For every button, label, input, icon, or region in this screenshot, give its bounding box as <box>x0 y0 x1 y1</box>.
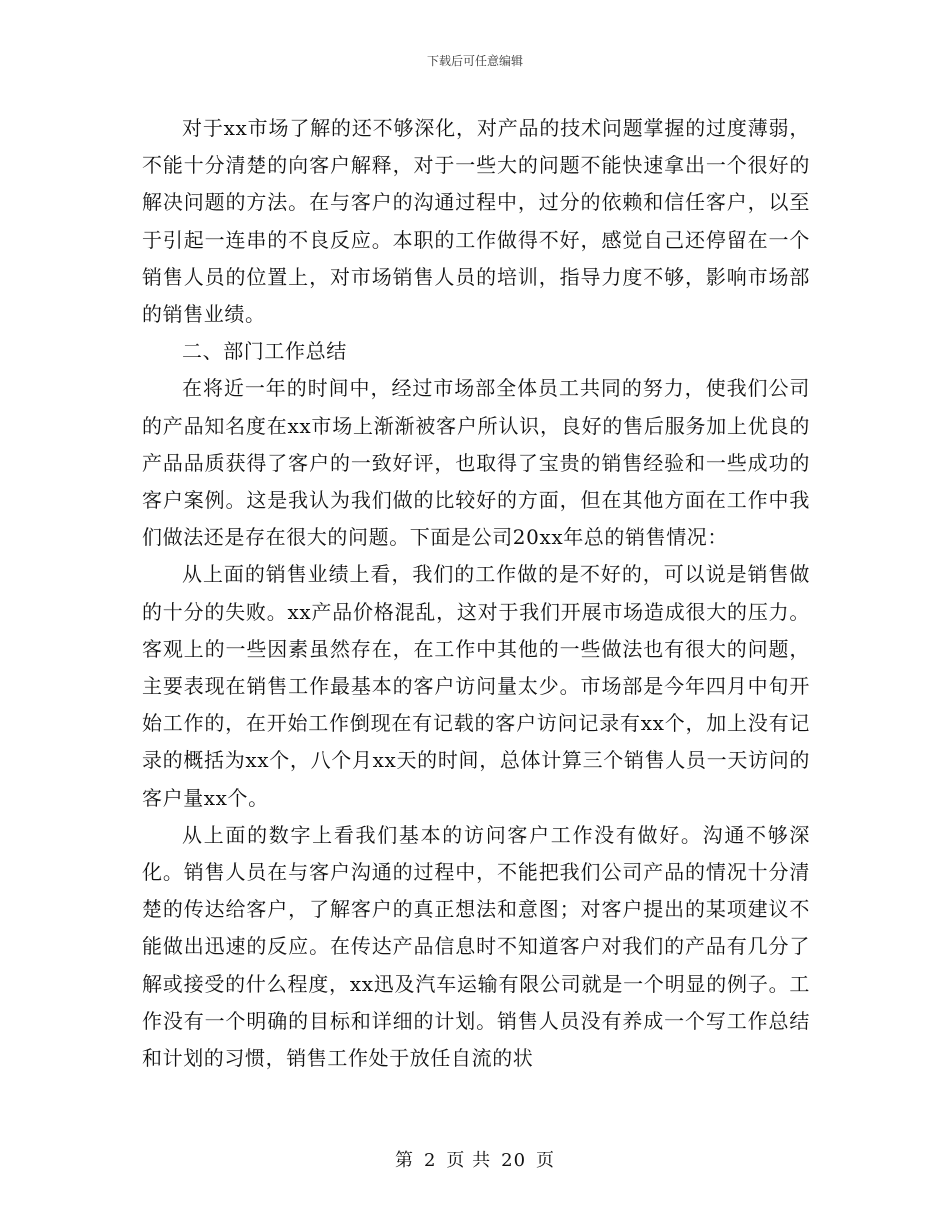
footer-middle: 页 共 <box>446 1150 492 1171</box>
footer-prefix: 第 <box>394 1150 414 1171</box>
section-heading: 二、部门工作总结 <box>182 339 347 364</box>
total-pages: 20 <box>501 1150 527 1171</box>
page-number: 2 <box>423 1150 437 1171</box>
page-header: 下载后可任意编辑 <box>426 54 523 68</box>
footer-suffix: 页 <box>536 1150 556 1171</box>
page-footer <box>0 1146 950 1172</box>
document-body <box>142 110 810 1077</box>
paragraph-3: 从上面的销售业绩上看，我们的工作做的是不好的，可以说是销售做的十分的失败。xx产品价格混乱，这对于我们开展市场造成很大的压力。客观上的一些因素虽然存在，在工作中其他的一些做法也有很大的问题，主要表现在销售工作最基本的客户访问量太少。市场部是今年四月中旬开始工作的，在开始工作倒现在有记载的客户访问记录有xx个，加上没有记录的概括为xx个，八个月xx天的时间，总体计算三个销售人员一天访问的客户量xx个。 <box>142 562 810 810</box>
paragraph-2: 在将近一年的时间中，经过市场部全体员工共同的努力，使我们公司的产品知名度在xx市场上渐渐被客户所认识，良好的售后服务加上优良的产品品质获得了客户的一致好评，也取得了宝贵的销售经验和一些成功的客户案例。这是我认为我们做的比较好的方面，但在其他方面在工作中我们做法还是存在很大的问题。下面是公司20xx年总的销售情况： <box>142 376 810 550</box>
paragraph-1: 对于xx市场了解的还不够深化，对产品的技术问题掌握的过度薄弱，不能十分清楚的向客户解释，对于一些大的问题不能快速拿出一个很好的解决问题的方法。在与客户的沟通过程中，过分的依赖和信任客户，以至于引起一连串的不良反应。本职的工作做得不好，感觉自己还停留在一个销售人员的位置上，对市场销售人员的培训，指导力度不够，影响市场部的销售业绩。 <box>142 116 810 327</box>
paragraph-4: 从上面的数字上看我们基本的访问客户工作没有做好。沟通不够深化。销售人员在与客户沟通的过程中，不能把我们公司产品的情况十分清楚的传达给客户，了解客户的真正想法和意图；对客户提出的某项建议不能做出迅速的反应。在传达产品信息时不知道客户对我们的产品有几分了解或接受的什么程度，xx迅及汽车运输有限公司就是一个明显的例子。工作没有一个明确的目标和详细的计划。销售人员没有养成一个写工作总结和计划的习惯，销售工作处于放任自流的状 <box>142 822 810 1071</box>
